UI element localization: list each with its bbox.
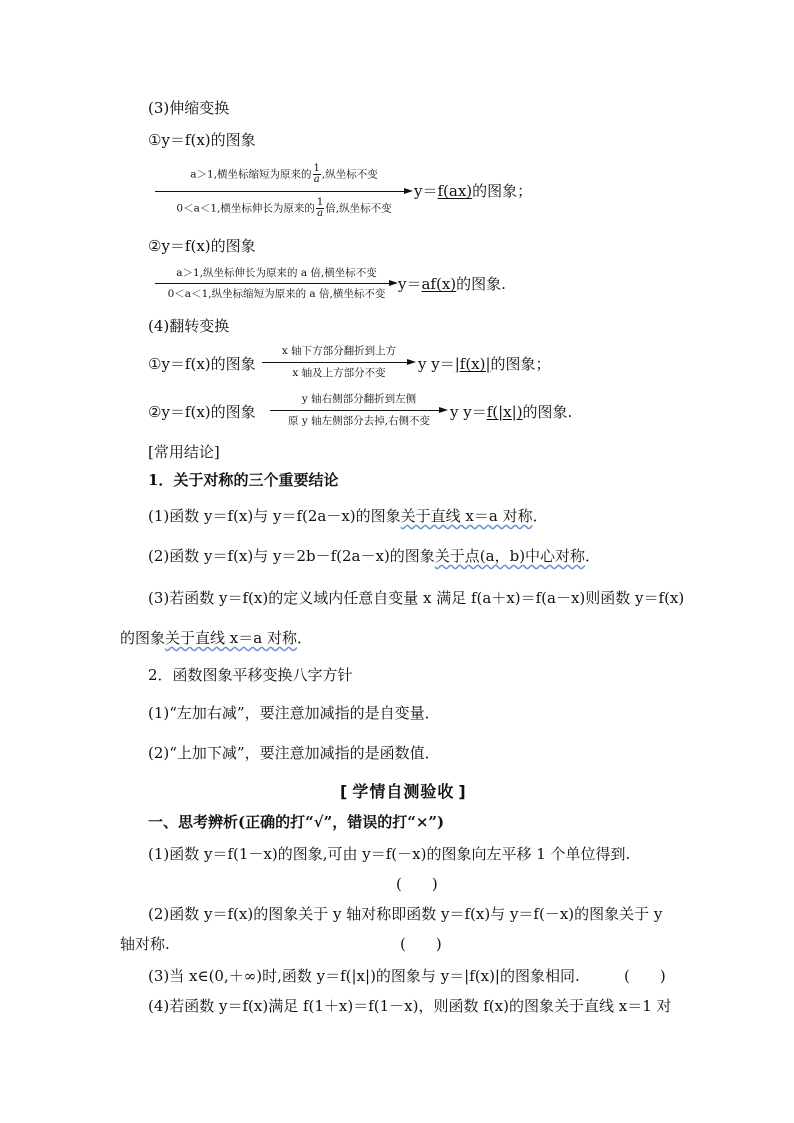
arrow-label-top: x 轴下方部分翻折到上方 [281, 345, 397, 357]
arrow-label-bottom: x 轴及上方部分不变 [292, 367, 386, 379]
question-2-line-1: (2)函数 y＝f(x)的图象关于 y 轴对称即函数 y＝f(x)与 y＝f(－x)的图象关于 y [148, 905, 663, 923]
arrow-label-bottom: 0＜a＜1,横坐标伸长为原来的 $\frac{1}{a}$ 倍,纵坐标不变 [176, 197, 392, 219]
stretch-item-1: ①y＝f(x)的图象 [148, 131, 256, 149]
arrow-label-top: a＞1,横坐标缩短为原来的 $\frac{1}{a}$ ,纵坐标不变 [190, 163, 378, 185]
arrow-head-icon [439, 407, 448, 413]
arrow-label-bottom: 0＜a＜1,纵坐标缩短为原来的 a 倍,横坐标不变 [167, 288, 386, 300]
conclusion-2: (2)函数 y＝f(x)与 y＝2b－f(2a－x)的图象关于点(a，b)中心对称． [148, 547, 601, 565]
flip-item-1: ①y＝f(x)的图象 [148, 355, 256, 373]
conclusion-3-line-1: (3)若函数 y＝f(x)的定义域内任意自变量 x 满足 f(a＋x)＝f(a－x)则函数 y＝f(x) [148, 589, 685, 607]
question-3: (3)当 x∈(0,＋∞)时,函数 y＝f(|x|)的图象与 y＝|f(x)|的图象相同. [148, 967, 580, 985]
fraction: $\frac{1}{a}$ [313, 163, 320, 185]
flip-result-1: y y＝|f(x)|的图象； [418, 355, 551, 373]
arrow-head-icon [389, 280, 398, 286]
section-title-stretch: (3)伸缩变换 [148, 99, 230, 117]
arrow-head-icon [407, 359, 416, 365]
flip-arrow-2 [270, 391, 448, 431]
stretch-item-2: ②y＝f(x)的图象 [148, 237, 256, 255]
question-2-line-2: 轴对称. [120, 935, 170, 953]
flip-arrow-1 [262, 343, 416, 383]
question-2-answer-blank[interactable]: ( ) [400, 935, 442, 953]
arrow-label-bottom: 原 y 轴左侧部分去掉,右侧不变 [288, 415, 430, 427]
self-test-part-1: 一、思考辨析(正确的打“√”，错误的打“×”) [148, 813, 445, 831]
conclusion-1: (1)函数 y＝f(x)与 y＝f(2a－x)的图象关于直线 x＝a 对称． [148, 507, 548, 525]
stretch-arrow-1 [155, 160, 413, 220]
stretch-arrow-2 [155, 265, 398, 303]
conclusion-heading-1: 1．关于对称的三个重要结论 [148, 471, 339, 489]
self-test-heading: [ 学情自测验收 ] [340, 779, 467, 802]
conclusion-3-line-2: 的图象关于直线 x＝a 对称． [120, 629, 312, 647]
section-title-flip: (4)翻转变换 [148, 317, 230, 335]
conclusion-heading-2: 2．函数图象平移变换八字方针 [148, 666, 353, 684]
arrow-head-icon [404, 188, 413, 194]
stretch-result-1: y＝f(ax)的图象； [414, 182, 533, 200]
question-1-answer-blank[interactable]: ( ) [396, 875, 438, 893]
flip-result-2: y y＝f(|x|)的图象. [450, 403, 573, 421]
arrow-label-top: a＞1,纵坐标伸长为原来的 a 倍,横坐标不变 [176, 267, 377, 279]
question-4: (4)若函数 y＝f(x)满足 f(1＋x)＝f(1－x)，则函数 f(x)的图象关于直线 x＝1 对 [148, 997, 672, 1015]
principle-1: (1)“左加右减”，要注意加减指的是自变量． [148, 704, 440, 722]
common-conclusions-label: [常用结论] [148, 443, 220, 461]
principle-2: (2)“上加下减”，要注意加减指的是函数值． [148, 744, 440, 762]
question-3-answer-blank[interactable]: ( ) [624, 967, 666, 985]
arrow-label-top: y 轴右侧部分翻折到左侧 [301, 393, 417, 405]
question-1: (1)函数 y＝f(1－x)的图象,可由 y＝f(－x)的图象向左平移 1 个单位得到. [148, 845, 631, 863]
flip-item-2: ②y＝f(x)的图象 [148, 403, 256, 421]
stretch-result-2: y＝af(x)的图象. [398, 275, 506, 293]
